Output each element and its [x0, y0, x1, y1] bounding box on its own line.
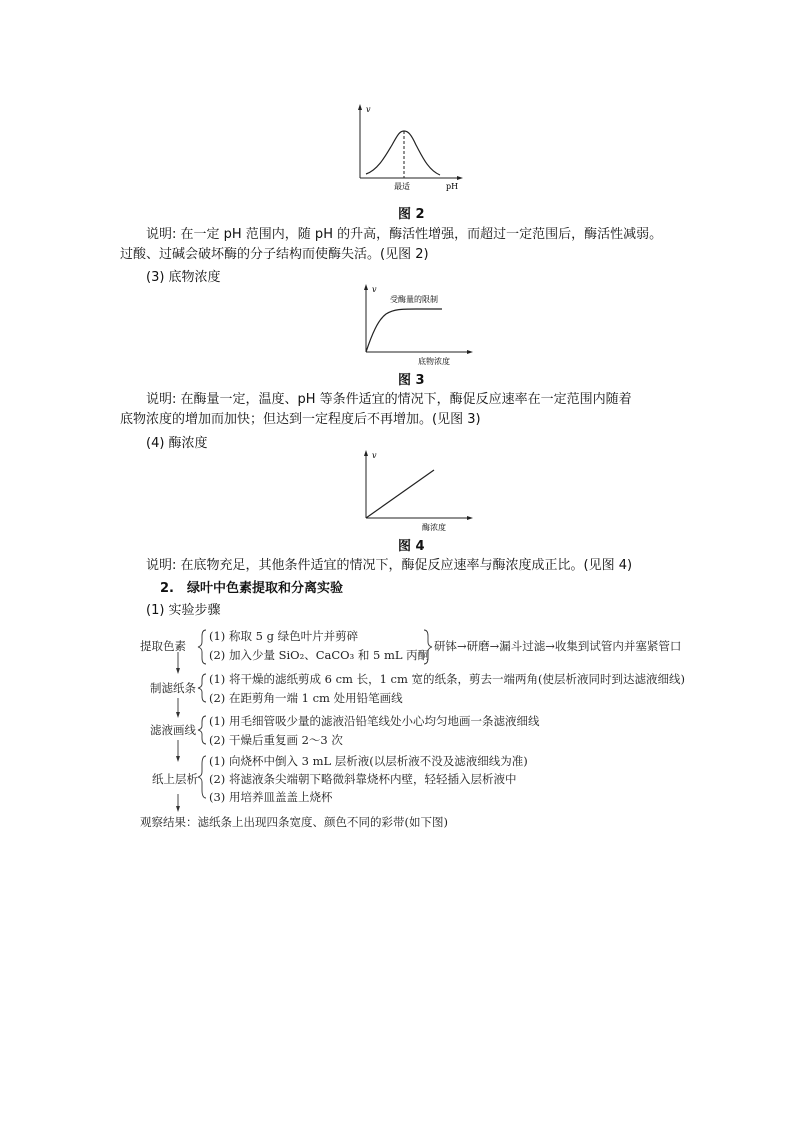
step-3-item-2: (2) 干燥后重复画 2～3 次 — [209, 733, 343, 747]
figure-3-substrate-curve — [360, 282, 480, 368]
section-4-title: (4) 酶浓度 — [146, 436, 208, 451]
figure-2-caption: 图 2 — [398, 207, 425, 222]
figure-2-optimum-label: 最适 — [394, 182, 410, 191]
step-4-label: 纸上层析 — [152, 772, 198, 786]
step-2-label: 制滤纸条 — [150, 681, 196, 695]
figure-3-y-label: v — [372, 285, 377, 294]
figure-2-y-label: v — [366, 105, 371, 114]
section-pigment-sub: (1) 实验步骤 — [146, 603, 221, 618]
step-4-item-1: (1) 向烧杯中倒入 3 mL 层析液(以层析液不没及滤液细线为准) — [209, 754, 528, 768]
step-3-label: 滤液画线 — [150, 723, 196, 737]
step-1-label: 提取色素 — [140, 639, 186, 653]
step-3-item-1: (1) 用毛细管吸少量的滤液沿铅笔线处小心均匀地画一条滤液细线 — [209, 714, 540, 728]
section-3-title: (3) 底物浓度 — [146, 270, 221, 285]
section-pigment-title: 2. 绿叶中色素提取和分离实验 — [160, 581, 343, 596]
desc-2-line-1: 说明: 在一定 pH 范围内，随 pH 的升高，酶活性增强，而超过一定范围后，酶活性减弱。 — [146, 227, 663, 242]
figure-3-x-label: 底物浓度 — [418, 357, 450, 366]
figure-4-enzyme-line — [360, 448, 480, 534]
figure-3-caption: 图 3 — [398, 373, 425, 388]
figure-4-y-label: v — [372, 451, 377, 460]
step-2-item-2: (2) 在距剪角一端 1 cm 处用铅笔画线 — [209, 691, 403, 705]
step-1-item-1: (1) 称取 5 g 绿色叶片并剪碎 — [209, 629, 359, 643]
desc-3-line-1: 说明: 在酶量一定，温度、pH 等条件适宜的情况下，酶促反应速率在一定范围内随着 — [146, 392, 632, 407]
desc-2-line-2: 过酸、过碱会破坏酶的分子结构而使酶失活。(见图 2) — [120, 247, 429, 262]
figure-3-annotation: 受酶量的限制 — [390, 295, 438, 304]
figure-4-x-label: 酶浓度 — [422, 523, 446, 532]
figure-2-ph-curve — [348, 100, 468, 195]
figure-2-x-label: pH — [446, 182, 459, 191]
step-1-item-2: (2) 加入少量 SiO₂、CaCO₃ 和 5 mL 丙酮 — [209, 648, 430, 662]
desc-3-line-2: 底物浓度的增加而加快；但达到一定程度后不再增加。(见图 3) — [120, 412, 481, 427]
step-1-process: 研钵→研磨→漏斗过滤→收集到试管内并塞紧管口 — [434, 639, 682, 653]
step-4-item-2: (2) 将滤液条尖端朝下略微斜靠烧杯内壁，轻轻插入层析液中 — [209, 772, 517, 786]
step-4-item-3: (3) 用培养皿盖盖上烧杯 — [209, 790, 333, 804]
figure-4-caption: 图 4 — [398, 539, 425, 554]
observation-result: 观察结果：滤纸条上出现四条宽度、颜色不同的彩带(如下图) — [140, 815, 448, 829]
desc-4-line-1: 说明: 在底物充足，其他条件适宜的情况下，酶促反应速率与酶浓度成正比。(见图 4) — [146, 558, 633, 573]
step-2-item-1: (1) 将干燥的滤纸剪成 6 cm 长，1 cm 宽的纸条，剪去一端两角(使层析液同时到达滤液细线) — [209, 672, 686, 686]
